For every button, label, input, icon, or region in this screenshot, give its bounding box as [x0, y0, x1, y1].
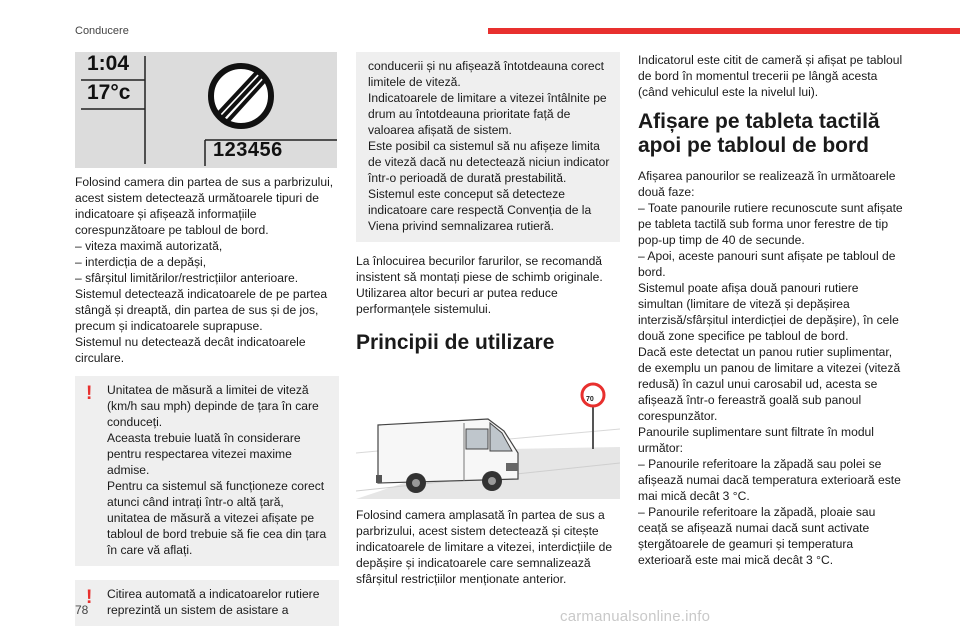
col3-line: Afișarea panourilor se realizează în următoarele două faze:	[638, 169, 896, 199]
column-3	[638, 52, 906, 568]
col3-line: – Panourile referitoare la zăpadă sau polei se afișează numai dacă temperatura exterioară este mai mică decât 3 °C.	[638, 457, 901, 503]
warning-exclamation-icon: !	[86, 383, 93, 404]
section-heading-principles: Principii de utilizare	[356, 331, 555, 354]
col3-line: – Panourile referitoare la zăpadă, ploaie sau ceață se afișează numai dacă sunt activate ștergătoarele de geamuri și temperatura exterioară este mai mică decât 3 °C.	[638, 505, 876, 567]
col1-list-item: – viteza maximă autorizată,	[75, 239, 223, 253]
header-section-label: Conducere	[75, 25, 129, 37]
col1-list-item: – sfârșitul limitărilor/restricțiilor anterioare.	[75, 271, 299, 285]
col3-paragraph-1: Indicatorul este citit de cameră și afișat pe tabloul de bord în momentul trecerii pe lângă acesta (când vehiculul este la nivelul lui).	[638, 53, 903, 99]
cluster-clock: 1:04	[87, 52, 130, 75]
warning-line: Unitatea de măsură a limitei de viteză (km/h sau mph) depinde de țara în care conduceți.	[107, 383, 319, 429]
speed-limit-sign-value: 70	[586, 396, 594, 403]
box-line: Este posibil ca sistemul să nu afișeze limita de viteză dacă nu detectează niciun indicator într-o perioadă de durată prestabilită.	[368, 139, 610, 185]
col1-paragraph-1: Folosind camera din partea de sus a parbrizului, acest sistem detectează următoarele tipuri de indicatoare și afișează informațiile corespunzătoare pe tabloul de bord.	[75, 175, 334, 237]
col3-line: Sistemul poate afișa două panouri rutiere simultan (limitare de viteză și depășirea interzisă/sfârșitul interdicției de depășire), în cele două zone specifice pe tabloul de bord.	[638, 281, 899, 343]
col2-paragraph-3: Folosind camera amplasată în partea de sus a parbrizului, acest sistem detectează și citește indicatoarele de limitare a vitezei, interdicțiile de depășire și indicatoarele care semnalizează sfârșitul restricțiilor menționate anterior.	[356, 508, 613, 586]
col3-line: – Apoi, aceste panouri sunt afișate pe tabloul de bord.	[638, 249, 896, 279]
column-2	[356, 52, 620, 587]
watermark-text: carmanualsonline.info	[560, 608, 711, 625]
page-number: 78	[75, 603, 89, 617]
col1-paragraph-2: Sistemul detectează indicatoarele de pe partea stângă și dreaptă, din partea de sus și de jos, precum și indicatoarele suprapuse.	[75, 287, 328, 333]
warning-box-units	[75, 376, 339, 566]
warning-exclamation-icon: !	[86, 587, 93, 608]
warning-box-continued	[356, 52, 620, 242]
header-accent-bar	[488, 28, 960, 34]
col2-paragraph-1: La înlocuirea becurilor farurilor, se recomandă insistent să montați piese de schimb originale.	[356, 254, 603, 284]
box-line: conducerii și nu afișează întotdeauna corect limitele de viteză.	[368, 59, 604, 89]
van-illustration	[356, 379, 620, 499]
column-1	[75, 52, 339, 640]
cluster-temperature: 17°c	[87, 81, 131, 104]
van-sign-figure	[356, 379, 620, 499]
box-line: Sistemul este conceput să detecteze indicatoare care respectă Convenția de la Viena privind semnalizarea rutieră.	[368, 187, 592, 233]
warning-line: Aceasta trebuie luată în considerare pentru respectarea vitezei maxime admise.	[107, 431, 301, 477]
col3-line: Panourile suplimentare sunt filtrate în modul următor:	[638, 425, 874, 455]
box-line: Indicatoarele de limitare a vitezei întâlnite pe drum au întotdeauna prioritate față de valoarea afișată de sistem.	[368, 91, 607, 137]
warning-line: Pentru ca sistemul să funcționeze corect atunci când intrați într-o altă țară, unitatea de măsură a vitezei afișate pe tabloul de bord trebuie să fie cea din țara în care vă aflați.	[107, 479, 327, 557]
col2-paragraph-2: Utilizarea altor becuri ar putea reduce performanțele sistemului.	[356, 286, 558, 316]
col1-paragraph-3: Sistemul nu detectează decât indicatoarele circulare.	[75, 335, 306, 365]
end-of-restrictions-sign-icon	[211, 66, 271, 126]
col3-line: Dacă este detectat un panou rutier suplimentar, de exemplu un panou de limitare a vitezei (viteză redusă) în cazul unui carosabil ud, acesta se afișează într-o fereastră goală sub panoul corespunzător.	[638, 345, 901, 423]
instrument-cluster-figure	[75, 52, 337, 168]
col3-line: – Toate panourile rutiere recunoscute sunt afișate pe tableta tactilă sub forma unor ferestre de tip pop-up timp de 40 de secunde.	[638, 201, 903, 247]
warning-box-assist	[75, 580, 339, 626]
warning-line: Citirea automată a indicatoarelor rutiere reprezintă un sistem de asistare a	[107, 587, 320, 617]
cluster-odometer: 123456	[213, 139, 283, 161]
section-heading-display: Afișare pe tableta tactilă apoi pe tabloul de bord	[638, 110, 880, 157]
col1-list-item: – interdicția de a depăși,	[75, 255, 207, 269]
